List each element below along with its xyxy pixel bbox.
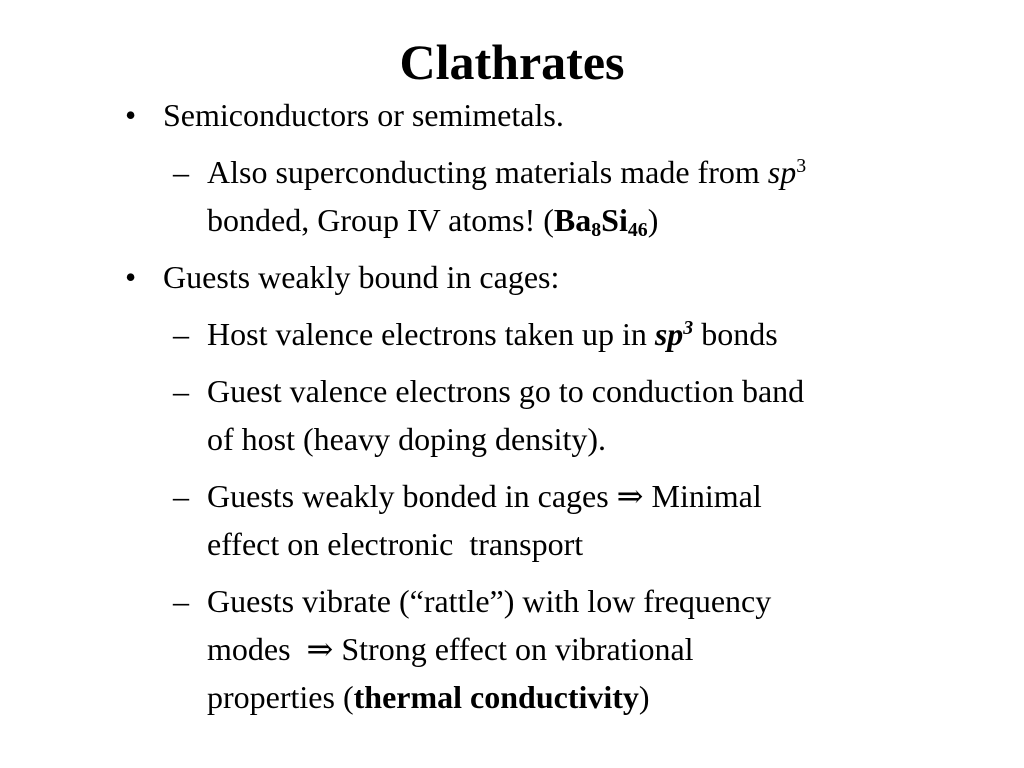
text-run: bonds <box>693 316 778 352</box>
text-run: bonded, Group IV atoms! ( <box>207 202 554 238</box>
text-run: Guests weakly bonded in cages <box>207 478 617 514</box>
text-run: Host valence electrons taken up in <box>207 316 655 352</box>
sub-bullet-text <box>207 581 771 621</box>
text-run: Minimal <box>643 478 762 514</box>
superscript: 3 <box>683 317 694 340</box>
text-run: of host (heavy doping density). <box>207 421 607 457</box>
sub-bullet-text <box>207 476 762 516</box>
text-run: Guest valence electrons go to conduction band <box>207 373 805 409</box>
text-run: modes <box>207 631 307 667</box>
sub-bullet-text <box>207 152 806 192</box>
sub-bullet-text <box>207 314 778 354</box>
sp-term: sp <box>654 316 684 352</box>
sub-bullet-text-continued <box>207 629 694 669</box>
text-run: ) <box>647 202 659 238</box>
dash-marker: – <box>173 316 189 352</box>
text-run: Semiconductors or semimetals. <box>163 97 564 133</box>
text-run: ) <box>638 679 650 715</box>
text-run: Guests weakly bound in cages: <box>163 259 560 295</box>
superscript: 3 <box>796 155 807 178</box>
implies-arrow-icon: ⇒ <box>616 478 644 514</box>
sp-term: sp <box>767 154 797 190</box>
bullet-marker: • <box>125 259 137 295</box>
text-run: properties ( <box>207 679 354 715</box>
dash-marker: – <box>173 154 189 190</box>
bullet-text <box>163 257 559 297</box>
formula-element-ba: Ba <box>553 202 592 238</box>
sub-bullet-text-continued <box>207 419 606 459</box>
sub-bullet-text-continued <box>207 677 650 717</box>
dash-marker: – <box>173 373 189 409</box>
text-run: effect on electronic transport <box>207 526 584 562</box>
text-run: Also superconducting materials made from <box>207 154 768 190</box>
implies-arrow-icon: ⇒ <box>306 631 334 667</box>
dash-marker: – <box>173 478 189 514</box>
sub-bullet-text-continued <box>207 524 583 564</box>
dash-marker: – <box>173 583 189 619</box>
bullet-marker: • <box>125 97 137 133</box>
bullet-text <box>163 95 564 135</box>
text-run: Guests vibrate (“rattle”) with low frequency <box>207 583 772 619</box>
sub-bullet-text <box>207 371 804 411</box>
formula-subscript: 8 <box>591 218 602 241</box>
formula-subscript: 46 <box>627 218 648 241</box>
thermal-conductivity-term: thermal conductivity <box>353 679 639 715</box>
slide-title: Clathrates <box>399 34 625 90</box>
formula-element-si: Si <box>601 202 628 238</box>
text-run: Strong effect on vibrational <box>333 631 694 667</box>
sub-bullet-text-continued <box>207 200 658 240</box>
